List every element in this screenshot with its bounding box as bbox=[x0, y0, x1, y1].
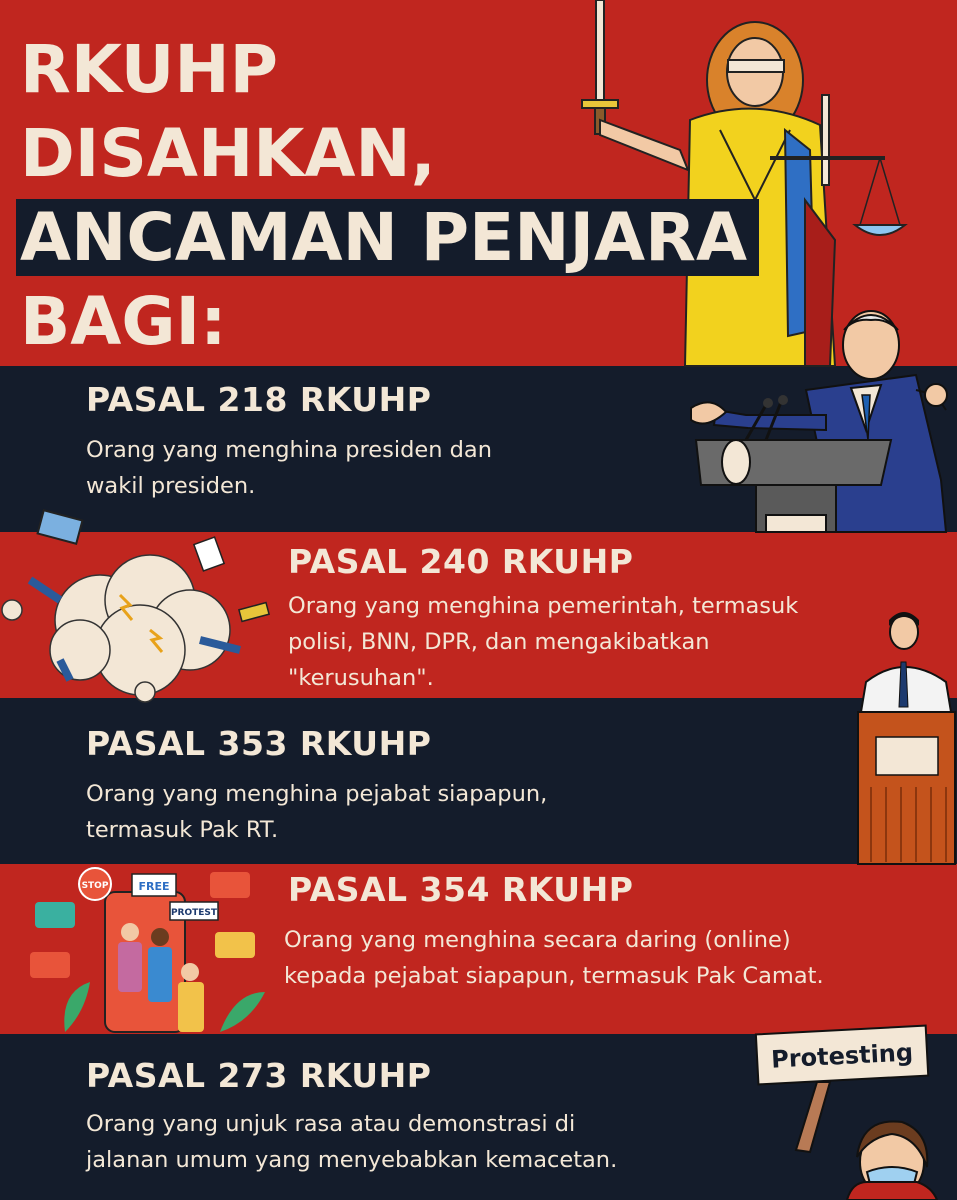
pasal-218-heading: PASAL 218 RKUHP bbox=[86, 380, 432, 419]
pasal-273-desc-line-1: Orang yang unjuk rasa atau demonstrasi di bbox=[86, 1111, 576, 1137]
pasal-353-heading: PASAL 353 RKUHP bbox=[86, 724, 432, 763]
pasal-354-desc-line-1: Orang yang menghina secara daring (online) bbox=[284, 927, 791, 953]
free-sign-text: FREE bbox=[138, 880, 170, 893]
pasal-354-desc-line-2: kepada pejabat siapapun, termasuk Pak Camat. bbox=[284, 963, 824, 989]
protester-sign-illustration bbox=[752, 1022, 957, 1200]
pasal-273-desc-line-2: jalanan umum yang menyebabkan kemacetan. bbox=[86, 1147, 618, 1173]
stop-sign-text: STOP bbox=[81, 881, 109, 891]
pasal-354-heading: PASAL 354 RKUHP bbox=[288, 870, 634, 909]
title-line-2: DISAHKAN, bbox=[20, 115, 436, 192]
pasal-240-desc-line-2: polisi, BNN, DPR, dan mengakibatkan bbox=[288, 629, 710, 655]
pasal-240-heading: PASAL 240 RKUHP bbox=[288, 542, 634, 581]
pasal-240-desc-line-3: "kerusuhan". bbox=[288, 665, 434, 691]
pasal-240-desc-line-1: Orang yang menghina pemerintah, termasuk bbox=[288, 593, 799, 619]
online-protest-illustration bbox=[20, 862, 270, 1034]
official-lectern-illustration bbox=[856, 612, 957, 864]
title-line-3-highlight: ANCAMAN PENJARA bbox=[16, 199, 759, 276]
protest-banner-text: PROTEST bbox=[170, 908, 218, 918]
pasal-218-desc-line-1: Orang yang menghina presiden dan bbox=[86, 437, 492, 463]
title-line-1: RKUHP bbox=[20, 31, 279, 108]
pasal-353-desc-line-2: termasuk Pak RT. bbox=[86, 817, 279, 843]
protest-sign-text: Protesting bbox=[770, 1038, 914, 1074]
pasal-353-desc-line-1: Orang yang menghina pejabat siapapun, bbox=[86, 781, 548, 807]
pasal-218-desc-line-2: wakil presiden. bbox=[86, 473, 256, 499]
main-title bbox=[20, 28, 759, 364]
title-line-4: BAGI: bbox=[20, 283, 227, 360]
riot-cloud-illustration bbox=[0, 510, 280, 710]
pasal-273-heading: PASAL 273 RKUHP bbox=[86, 1056, 432, 1095]
